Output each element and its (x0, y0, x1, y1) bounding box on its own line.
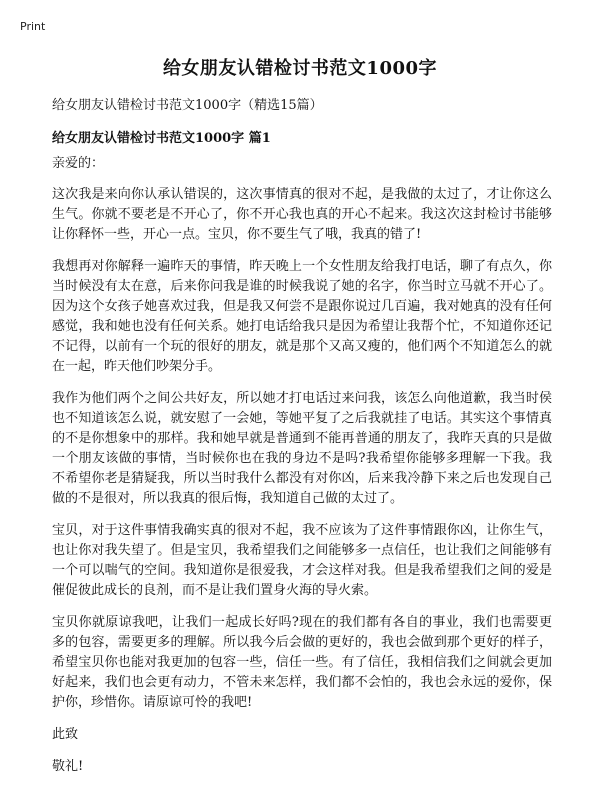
letter-paragraph-3: 我作为他们两个之间公共好友，所以她才打电话过来问我，该怎么向他道歉，我当时侯也不知道该怎么说，就安慰了一会她，等她平复了之后我就挂了电话。其实这个事情真的不是你想象中的那样。我和她早就是普通到不能再普通的朋友了，我昨天真的只是做一个朋友该做的事情，当时候你也在我的身边不是吗?我希望你能够多理解一下我。我不希望你老是猜疑我，所以当时我什么都没有对你凶，后来我冷静下来之后也发现自己做的不是很对，所以我真的很后悔，我知道自己做的太过了。 (52, 391, 552, 506)
print-link[interactable]: Print (20, 20, 46, 33)
letter-paragraph-1: 这次我是来向你认承认错误的，这次事情真的很对不起，是我做的太过了，才让你这么生气。你就不要老是不开心了，你不开心我也真的开心不起来。我这次这封检讨书能够让你释怀一些，开心一点。宝贝，你不要生气了哦，我真的错了! (52, 187, 552, 242)
letter-salutation: 亲爱的： (52, 156, 105, 171)
letter-paragraph-5: 宝贝你就原谅我吧，让我们一起成长好吗?现在的我们都有各自的事业，我们也需要更多的包容，需要更多的理解。所以我今后会做的更好的，我也会做到那个更好的样子，希望宝贝你也能对我更加的包容一些，信任一些。有了信任，我相信我们之间就会更加好起来，我们也会更有动力，不管未来怎样，我们都不会怕的，我也会永远的爱你，保护你，珍惜你。请原谅可怜的我吧! (52, 615, 552, 710)
letter-paragraph-4: 宝贝，对于这件事情我确实真的很对不起，我不应该为了这件事情跟你凶，让你生气，也让你对我失望了。但是宝贝，我希望我们之间能够多一点信任，也让我们之间能够有一个可以喘气的空间。我知道你是很爱我，才会这样对我。但是我希望我们之间的爱是催促彼此成长的良剂，而不是让我们置身火海的导火索。 (52, 523, 552, 598)
letter-body (52, 154, 552, 789)
section-heading: 给女朋友认错检讨书范文1000字 篇1 (52, 131, 271, 146)
letter-regards: 敬礼! (52, 759, 84, 774)
letter-paragraph-2: 我想再对你解释一遍昨天的事情，昨天晚上一个女性朋友给我打电话，聊了有点久，你当时候没有太在意，后来你问我是谁的时候我说了她的名字，你当时立马就不开心了。因为这个女孩子她喜欢过我，但是我又何尝不是跟你说过几百遍，我对她真的没有任何感觉，我和她也没有任何关系。她打电话给我只是因为希望让我帮个忙，不知道你还记不记得，以前有一个玩的很好的朋友，就是那个又高又瘦的，他们两个不知道怎么的就在一起，昨天他们吵架分手。 (52, 259, 552, 374)
document-subtitle: 给女朋友认错检讨书范文1000字（精选15篇） (52, 98, 323, 113)
letter-closing: 此致 (52, 727, 79, 742)
page-title: 给女朋友认错检讨书范文1000字 (162, 58, 438, 79)
